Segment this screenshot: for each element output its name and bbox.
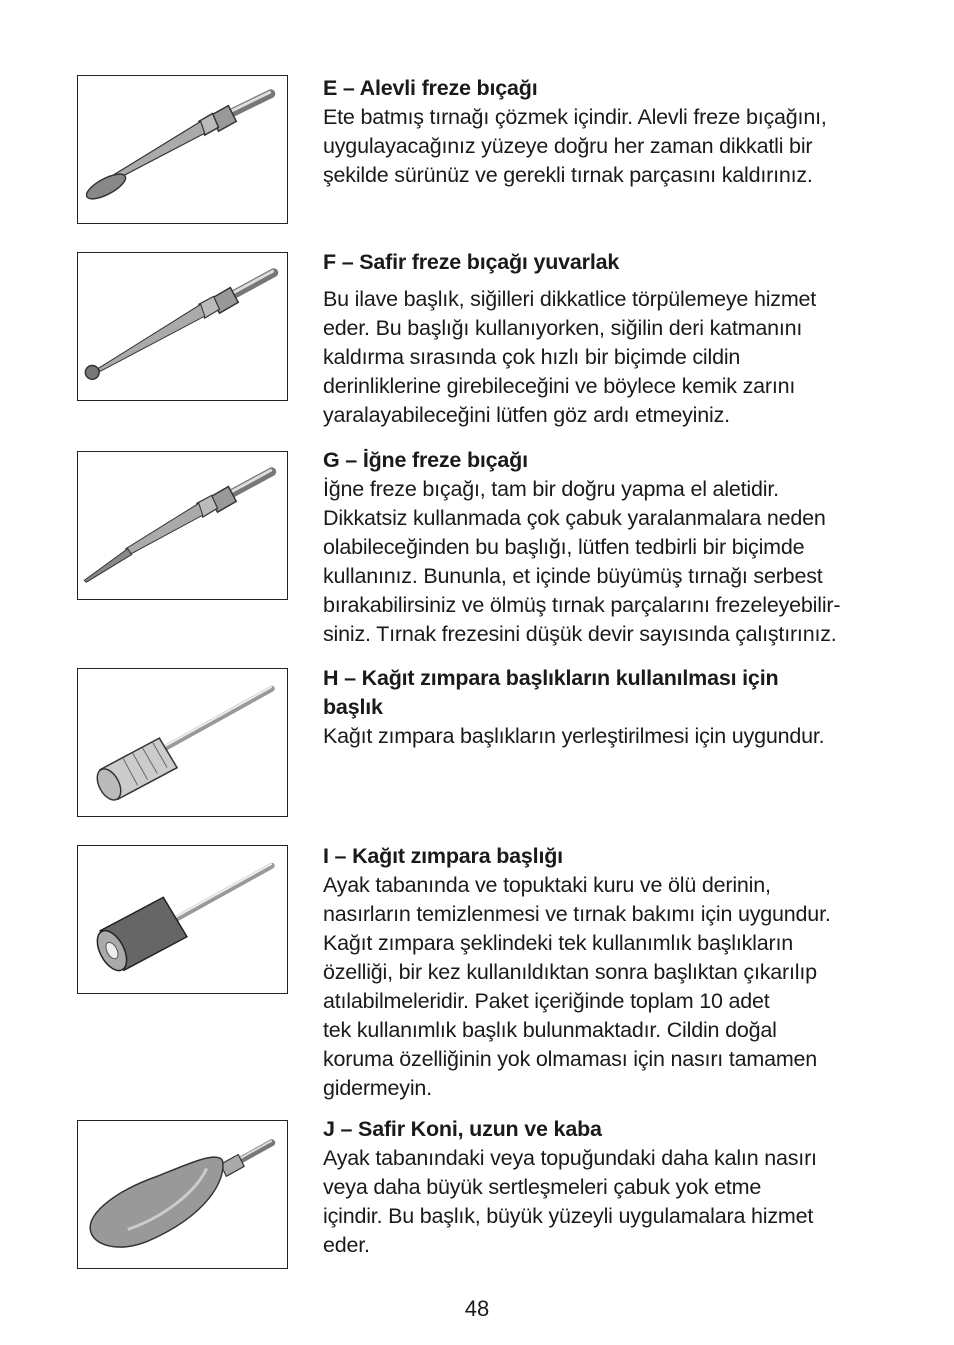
sanding-mandrel-icon xyxy=(78,669,287,816)
sapphire-cone-image xyxy=(77,1120,288,1269)
section-f-line: derinliklerine girebileceğini ve böylece kemik zarını xyxy=(323,374,796,398)
section-j-line: veya daha büyük sertleşmeleri çabuk yok etme xyxy=(323,1175,762,1199)
section-j-text xyxy=(323,1115,903,1260)
section-g-line: bırakabilirsiniz ve ölmüş tırnak parçalarını frezeleyebilir- xyxy=(323,593,841,617)
sapphire-cone-icon xyxy=(78,1121,287,1268)
section-i-line: gidermeyin. xyxy=(323,1076,432,1100)
sanding-mandrel-image xyxy=(77,668,288,817)
section-i-line: Kağıt zımpara şeklindeki tek kullanımlık başlıkların xyxy=(323,931,793,955)
section-i-line: nasırların temizlenmesi ve tırnak bakımı için uygundur. xyxy=(323,902,831,926)
section-i-title: I – Kağıt zımpara başlığı xyxy=(323,844,563,868)
section-g-title: G – İğne freze bıçağı xyxy=(323,448,528,472)
section-i-line: koruma özelliğinin yok olmaması için nasırı tamamen xyxy=(323,1047,818,1071)
section-h-title-line: H – Kağıt zımpara başlıkların kullanılması için xyxy=(323,666,779,690)
section-g-text xyxy=(323,446,903,649)
section-j-line: Ayak tabanındaki veya topuğundaki daha kalın nasırı xyxy=(323,1146,817,1170)
section-e-line: Ete batmış tırnağı çözmek içindir. Alevli freze bıçağını, xyxy=(323,105,827,129)
section-e-line: şekilde sürünüz ve gerekli tırnak parçasını kaldırınız. xyxy=(323,163,813,187)
ball-cutter-image xyxy=(77,252,288,401)
page-number: 48 xyxy=(464,1296,490,1321)
section-i-line: Ayak tabanında ve topuktaki kuru ve ölü derinin, xyxy=(323,873,771,897)
section-g-line: siniz. Tırnak frezesini düşük devir sayısında çalıştırınız. xyxy=(323,622,837,646)
section-e-title: E – Alevli freze bıçağı xyxy=(323,76,538,100)
flame-cutter-icon xyxy=(78,76,287,223)
needle-cutter-icon xyxy=(78,452,287,599)
section-g-line: olabileceğinden bu başlığı, lütfen tedbirli bir biçimde xyxy=(323,535,805,559)
ball-cutter-icon xyxy=(78,253,287,400)
section-f-text xyxy=(323,248,903,430)
section-f-line: Bu ilave başlık, siğilleri dikkatlice törpülemeye hizmet xyxy=(323,287,817,311)
section-i-text xyxy=(323,842,903,1103)
section-i-line: özelliği, bir kez kullanıldıktan sonra başlıktan çıkarılıp xyxy=(323,960,817,984)
section-i-line: atılabilmeleridir. Paket içeriğinde toplam 10 adet xyxy=(323,989,770,1013)
section-j-line: eder. xyxy=(323,1233,370,1257)
section-j-title: J – Safir Koni, uzun ve kaba xyxy=(323,1117,602,1141)
flame-cutter-image xyxy=(77,75,288,224)
section-f-line: yaralayabileceğini lütfen göz ardı etmeyiniz. xyxy=(323,403,730,427)
section-e-line: uygulayacağınız yüzeye doğru her zaman dikkatli bir xyxy=(323,134,813,158)
section-g-line: Dikkatsiz kullanmada çok çabuk yaralanmalara neden xyxy=(323,506,826,530)
section-j-line: içindir. Bu başlık, büyük yüzeyli uygulamalara hizmet xyxy=(323,1204,814,1228)
section-i-line: tek kullanımlık başlık bulunmaktadır. Cildin doğal xyxy=(323,1018,777,1042)
sanding-cap-image xyxy=(77,845,288,994)
section-h-title-line: başlık xyxy=(323,695,383,719)
needle-cutter-image xyxy=(77,451,288,600)
section-h-line: Kağıt zımpara başlıkların yerleştirilmesi için uygundur. xyxy=(323,724,825,748)
sanding-cap-icon xyxy=(78,846,287,993)
section-e-text xyxy=(323,74,903,190)
section-f-line: eder. Bu başlığı kullanıyorken, siğilin deri katmanını xyxy=(323,316,803,340)
section-f-title: F – Safir freze bıçağı yuvarlak xyxy=(323,250,620,274)
section-g-line: kullanınız. Bununla, et içinde büyümüş tırnağı serbest xyxy=(323,564,823,588)
section-g-line: İğne freze bıçağı, tam bir doğru yapma el aletidir. xyxy=(323,477,779,501)
section-f-line: kaldırma sırasında çok hızlı bir biçimde cildin xyxy=(323,345,741,369)
section-h-text xyxy=(323,664,903,751)
